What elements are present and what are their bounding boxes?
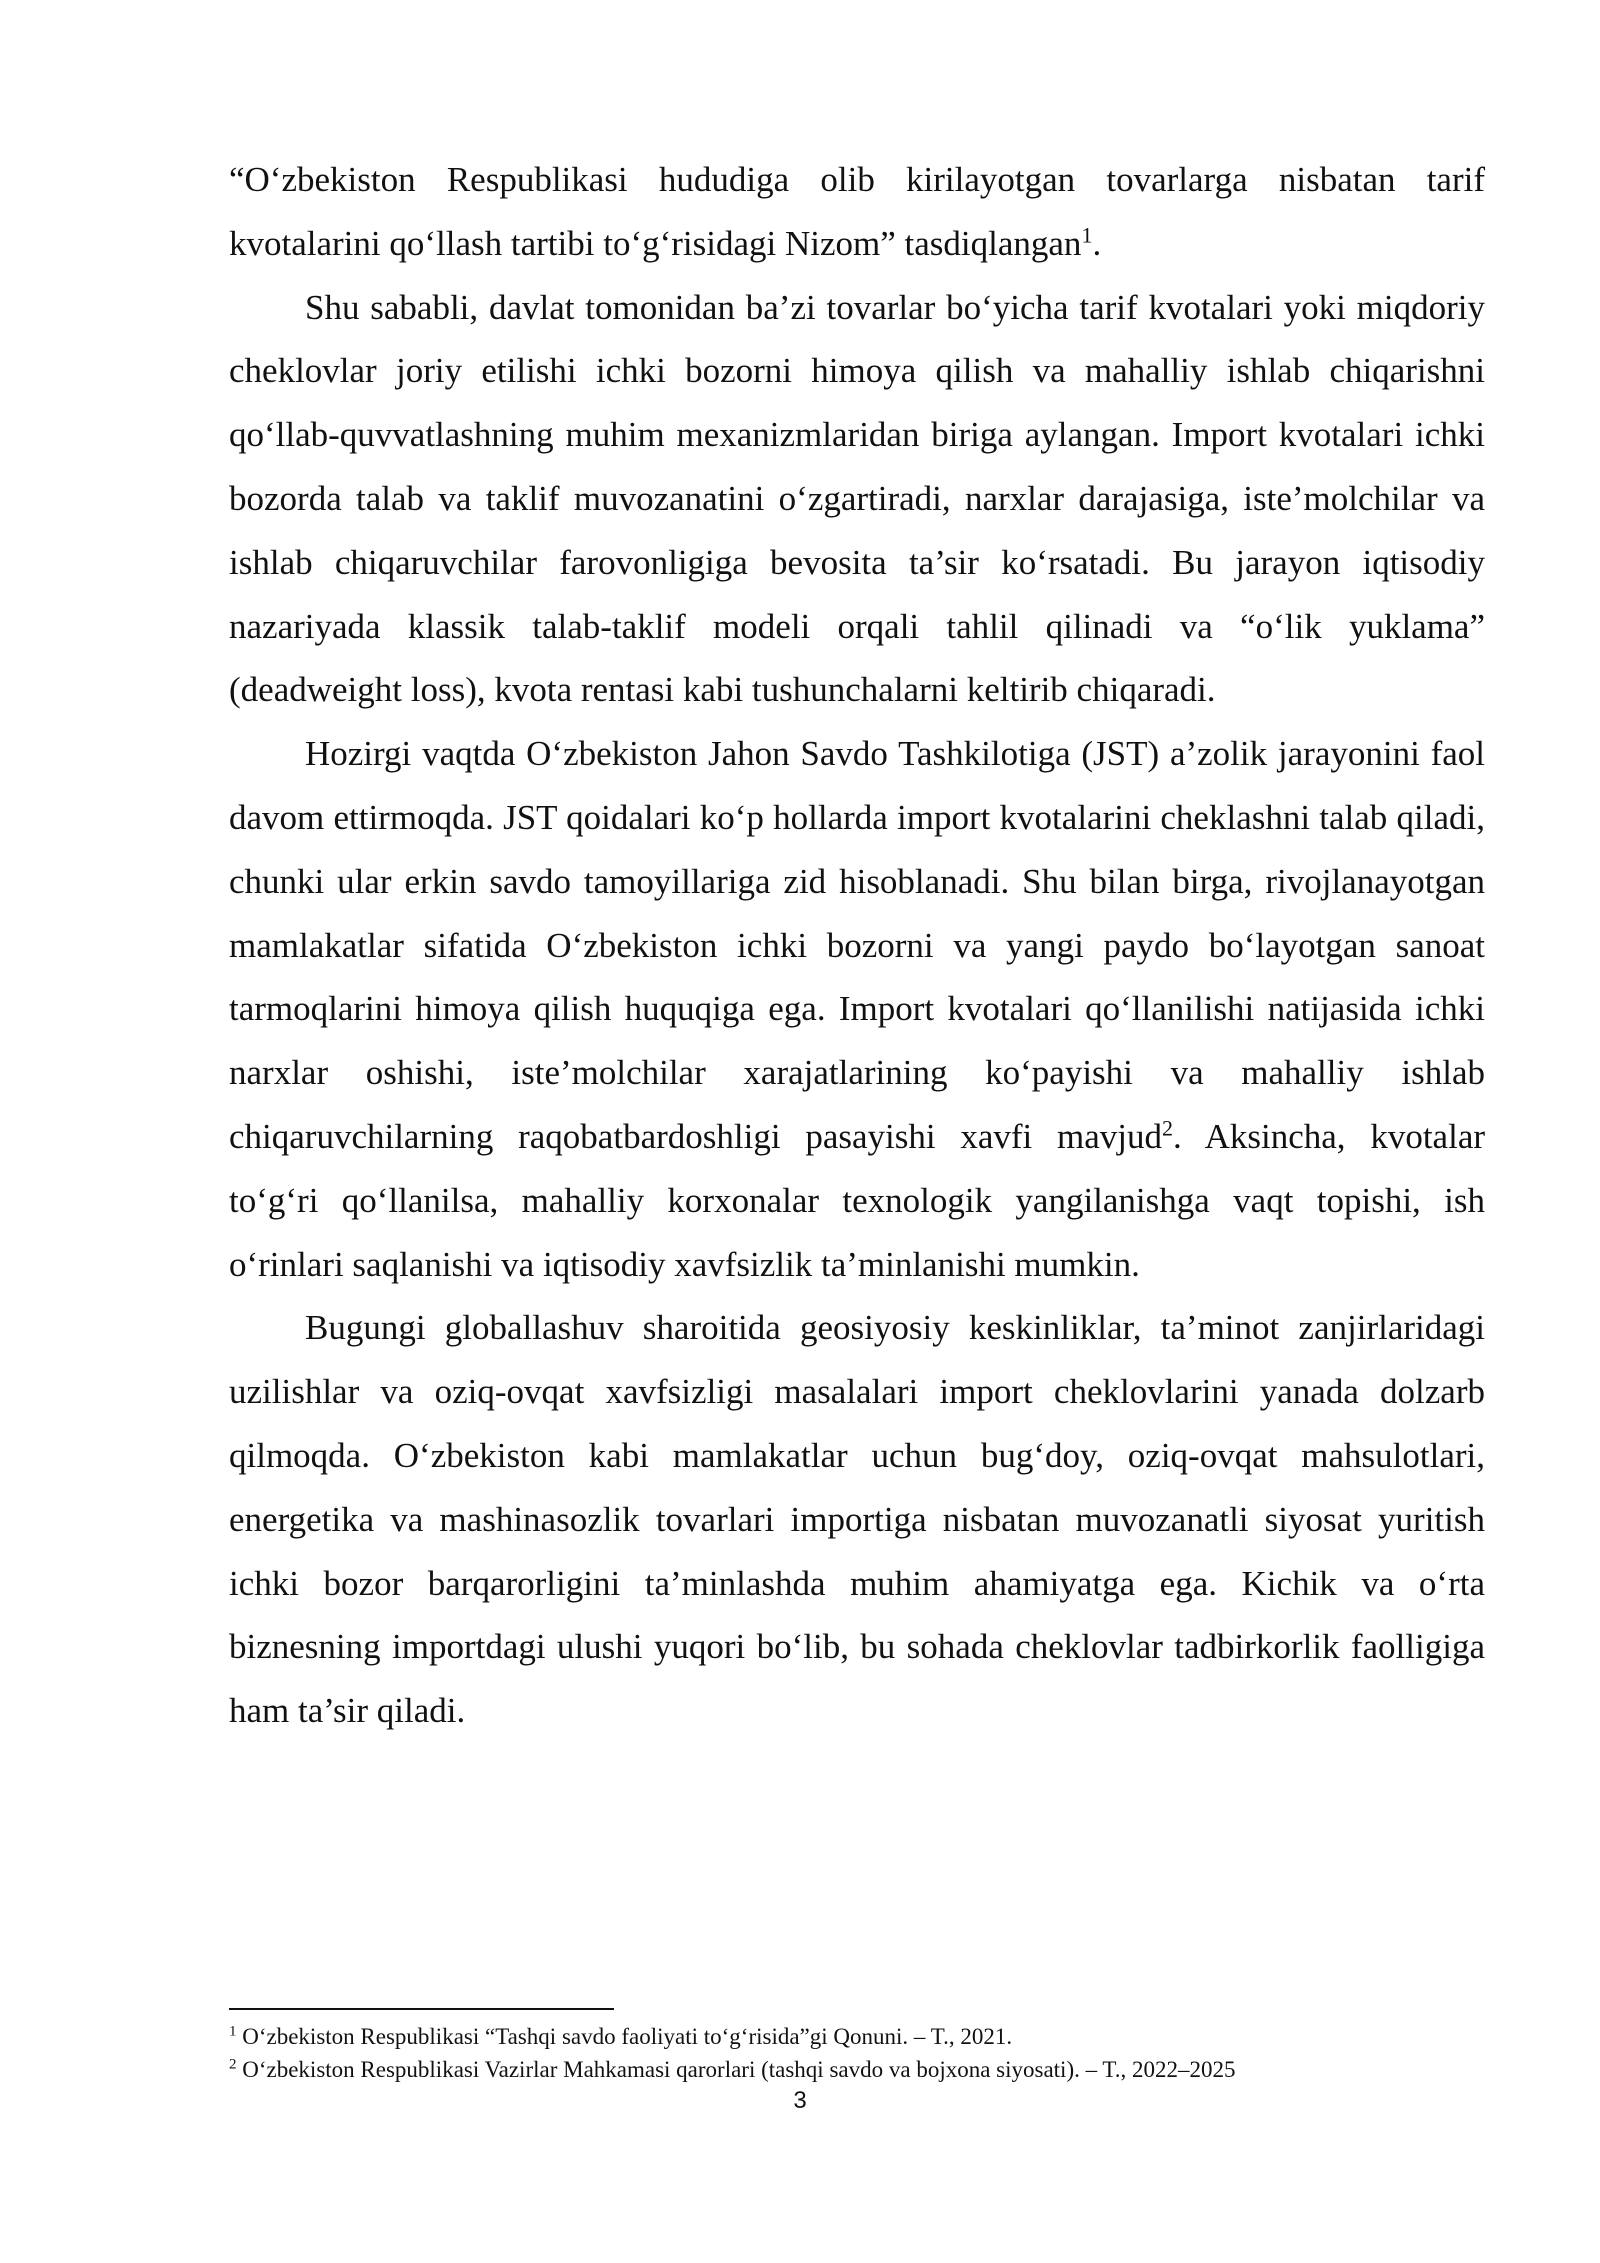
document-body (229, 148, 1485, 1743)
paragraph-4-text: Bugungi globallashuv sharoitida geosiyosiy keskinliklar, ta’minot zanjirlaridagi uzilishlar va oziq-ovqat xavfsizligi masalalari import cheklovlarini yanada dolzarb qilmoqda. O‘zbekiston kabi mamlakatlar uchun bug‘doy, oziq-ovqat mahsulotlari, energetika va mashinasozlik tovarlari importiga nisbatan muvozanatli siyosat yuritish ichki bozor barqarorligini ta’minlashda muhim ahamiyatga ega. Kichik va o‘rta biznesning importdagi ulushi yuqori bo‘lib, bu sohada cheklovlar tadbirkorlik faolligiga ham ta’sir qiladi. (229, 1308, 1485, 1731)
paragraph-3-text: Hozirgi vaqtda O‘zbekiston Jahon Savdo Tashkilotiga (JST) a’zolik jarayonini faol davom ettirmoqda. JST qoidalari ko‘p hollarda import kvotalarini cheklashni talab qiladi, chunki ular erkin savdo tamoyillariga zid hisoblanadi. Shu bilan birga, rivojlanayotgan mamlakatlar sifatida O‘zbekiston ichki bozorni va yangi paydo bo‘layotgan sanoat tarmoqlarini himoya qilish huquqiga ega. Import kvotalari qo‘llanilishi natijasida ichki narxlar oshishi, iste’molchilar xarajatlarining ko‘payishi va mahalliy ishlab chiqaruvchilarning raqobatbardoshligi pasayishi xavfi mavjud (229, 734, 1485, 1156)
footnote-ref-2[interactable]: 2 (1162, 1115, 1174, 1141)
footnote-mark-1: 1 (229, 2023, 237, 2040)
paragraph-1 (229, 148, 1485, 276)
paragraph-2-text: Shu sababli, davlat tomonidan ba’zi tovarlar bo‘yicha tarif kvotalari yoki miqdoriy cheklovlar joriy etilishi ichki bozorni himoya qilish va mahalliy ishlab chiqarishni qo‘llab-quvvatlashning muhim mexanizmlaridan biriga aylangan. Import kvotalari ichki bozorda talab va taklif muvozanatini o‘zgartiradi, narxlar darajasiga, iste’molchilar va ishlab chiqaruvchilar farovonligiga bevosita ta’sir ko‘rsatadi. Bu jarayon iqtisodiy nazariyada klassik talab-taklif modeli orqali tahlil qilinadi va “o‘lik yuklama” (deadweight loss), kvota rentasi kabi tushunchalarni keltirib chiqaradi. (229, 287, 1485, 710)
paragraph-3-end: . Aksincha, kvotalar to‘g‘ri qo‘llanilsa, mahalliy korxonalar texnologik yangilanishga vaqt topishi, ish o‘rinlari saqlanishi va iqtisodiy xavfsizlik ta’minlanishi mumkin. (229, 1116, 1486, 1284)
footnote-1 (229, 2020, 1485, 2053)
footnote-1-text: O‘zbekiston Respublikasi “Tashqi savdo faoliyati to‘g‘risida”gi Qonuni. – T., 2021. (236, 2024, 1013, 2049)
paragraph-3 (229, 722, 1485, 1296)
page-number: 3 (793, 2087, 807, 2114)
footnote-2-text: O‘zbekiston Respublikasi Vazirlar Mahkamasi qarorlari (tashqi savdo va bojxona siyosati). – T., 2022–2025 (236, 2057, 1236, 2082)
footnotes (229, 2020, 1485, 2086)
footnote-separator (229, 2008, 614, 2010)
paragraph-2 (229, 276, 1485, 723)
paragraph-1-text: “O‘zbekiston Respublikasi hududiga olib kirilayotgan tovarlarga nisbatan tarif kvotalarini qo‘llash tartibi to‘g‘risidagi Nizom” tasdiqlangan (229, 160, 1485, 263)
footnote-mark-2: 2 (229, 2056, 237, 2073)
footnote-2 (229, 2053, 1485, 2086)
paragraph-1-end: . (1092, 223, 1102, 263)
footnote-ref-1[interactable]: 1 (1081, 222, 1093, 248)
paragraph-4 (229, 1296, 1485, 1743)
